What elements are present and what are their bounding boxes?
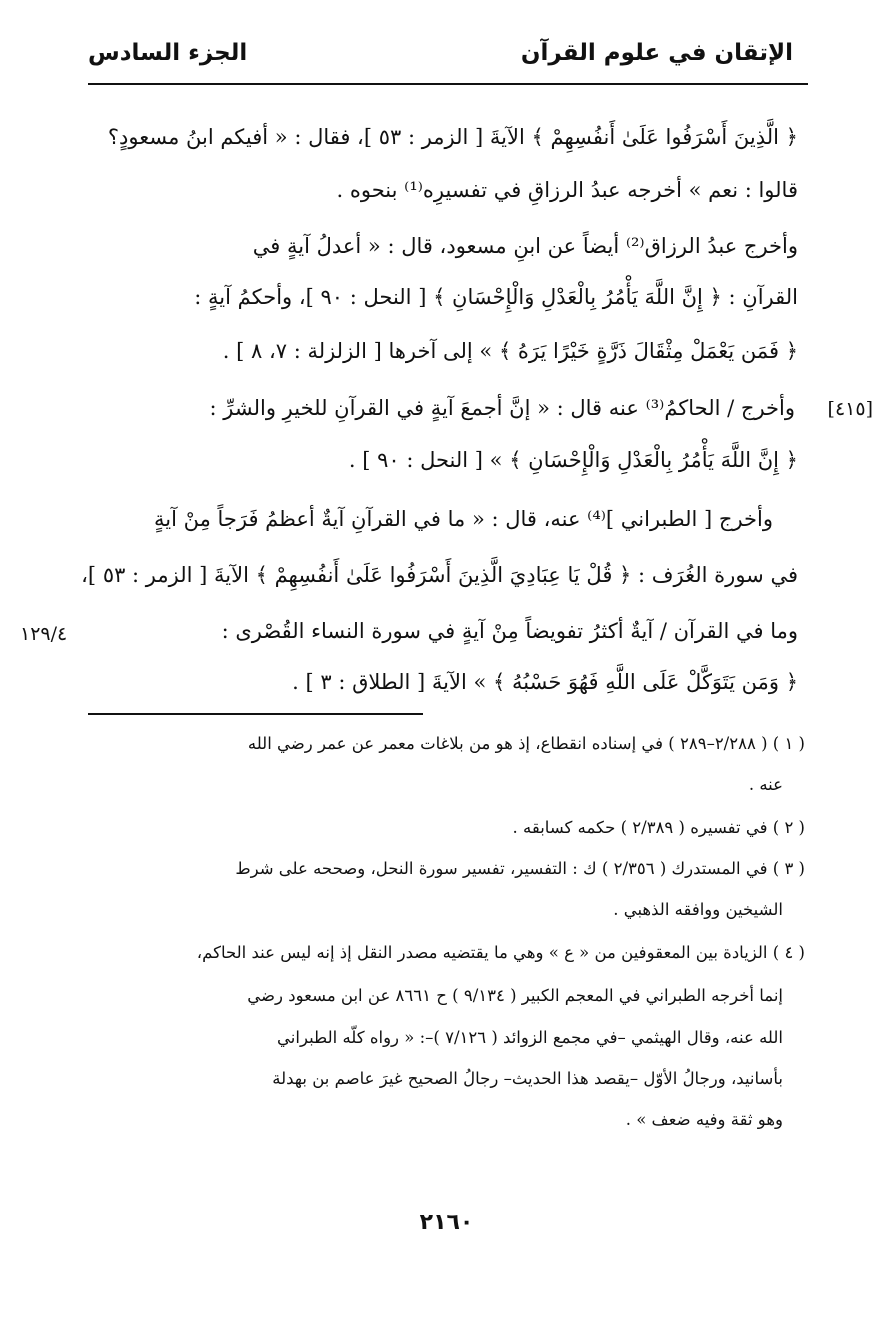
text-line-2: قالوا : نعم » أخرجه عبدُ الرزاقِ في تفسيرِه⁽¹⁾ بنحوه .: [336, 178, 798, 202]
text-line-3: وأخرج عبدُ الرزاق⁽²⁾ أيضاً عن ابنِ مسعود، قال : « أعدلُ آيةٍ في: [252, 234, 798, 258]
text-span: الآيةَ [ الزمر : ٥٣ ]، فقال : « أفيكم ابنُ مسعودٍ؟: [107, 125, 532, 149]
text-span: القرآنِ :: [721, 285, 798, 309]
margin-page-ref: ١٢٩/٤: [20, 623, 68, 645]
page-number: ٢١٦٠: [419, 1210, 474, 1235]
footnote-4-cont: الله عنه، وقال الهيثمي –في مجمع الزوائد ( ٧/١٢٦ )–: « رواه كلّه الطبراني: [277, 1028, 783, 1047]
footnote-4: ( ٤ ) الزيادة بين المعقوفين من « ع » وهي ما يقتضيه مصدر النقل إذ إنه ليس عند الحاكم،: [196, 943, 805, 962]
running-head-volume: الجزء السادس: [88, 40, 248, 66]
footnote-rule: [88, 713, 423, 715]
text-line-8: وأخرج [ الطبراني ]⁽⁴⁾ عنه، قال : « ما في القرآنِ آيةٌ أعظمُ فَرَجاً مِنْ آيةٍ: [153, 507, 773, 531]
footnote-4-cont: وهو ثقة وفيه ضعف » .: [625, 1110, 783, 1129]
footnote-1-cont: عنه .: [748, 775, 783, 794]
quran-verse: ﴿ وَمَن يَتَوَكَّلْ عَلَى اللَّهِ فَهُوَ حَسْبُهُ ﴾: [493, 670, 798, 694]
text-line-7: [78, 450, 798, 471]
text-line-6: وأخرج / الحاكمُ⁽³⁾ عنه قال : « إنَّ أجمعَ آيةٍ في القرآنِ للخيرِ والشرِّ :: [209, 396, 795, 420]
footnote-2: ( ٢ ) في تفسيره ( ٢/٣٨٩ ) حكمه كسابقه .: [512, 818, 805, 837]
quran-verse: ﴿ الَّذِينَ أَسْرَفُوا عَلَىٰ أَنفُسِهِمْ ﴾: [531, 125, 798, 149]
running-head-title: الإتقان في علوم القرآن: [520, 40, 793, 66]
text-line-4: [78, 287, 798, 308]
footnote-1: ( ١ ) ( ٢/٢٨٨–٢٨٩ ) في إسناده انقطاع، إذ هو من بلاغات معمر عن عمر رضي الله: [247, 734, 805, 753]
text-span: » الآيةَ [ الطلاق : ٣ ] .: [292, 670, 494, 694]
footnote-4-cont: إنما أخرجه الطبراني في المعجم الكبير ( ٩/١٣٤ ) ح ٨٦٦١ عن ابن مسعود رضي: [247, 986, 783, 1005]
quran-verse: ﴿ إِنَّ اللَّهَ يَأْمُرُ بِالْعَدْلِ وَالْإِحْسَانِ ﴾: [433, 285, 722, 309]
quran-verse: ﴿ إِنَّ اللَّهَ يَأْمُرُ بِالْعَدْلِ وَالْإِحْسَانِ ﴾: [509, 448, 798, 472]
text-line-9: [78, 565, 798, 586]
footnote-3-cont: الشيخين ووافقه الذهبي .: [613, 900, 783, 919]
footnote-3: ( ٣ ) في المستدرك ( ٢/٣٥٦ ) ك : التفسير، تفسير سورة النحل، وصححه على شرط: [235, 859, 805, 878]
footnote-4-cont: بأسانيد، ورجالُ الأوّل –يقصد هذا الحديث– رجالُ الصحيح غيرَ عاصم بن بهدلة: [272, 1069, 783, 1088]
text-span: الآيةَ [ الزمر : ٥٣ ]،: [81, 563, 256, 587]
text-span: في سورة الغُرَف :: [631, 563, 798, 587]
text-span: » إلى آخرها [ الزلزلة : ٧، ٨ ] .: [222, 339, 499, 363]
quran-verse: ﴿ فَمَن يَعْمَلْ مِثْقَالَ ذَرَّةٍ خَيْرًا يَرَهُ ﴾: [498, 339, 798, 363]
text-span: [ النحل : ٩٠ ]، وأحكمُ آيةٍ :: [194, 285, 434, 309]
header-rule: [88, 83, 808, 85]
text-line-11: [78, 672, 798, 693]
margin-page-ref: [٤١٥]: [827, 398, 873, 420]
text-line-5: [78, 341, 798, 362]
text-line-10: وما في القرآن / آيةٌ أكثرُ تفويضاً مِنْ آيةٍ في سورة النساء القُصْرى :: [221, 619, 798, 643]
text-line-1: [78, 127, 798, 148]
text-span: » [ النحل : ٩٠ ] .: [348, 448, 510, 472]
quran-verse: ﴿ قُلْ يَا عِبَادِيَ الَّذِينَ أَسْرَفُوا عَلَىٰ أَنفُسِهِمْ ﴾: [255, 563, 632, 587]
